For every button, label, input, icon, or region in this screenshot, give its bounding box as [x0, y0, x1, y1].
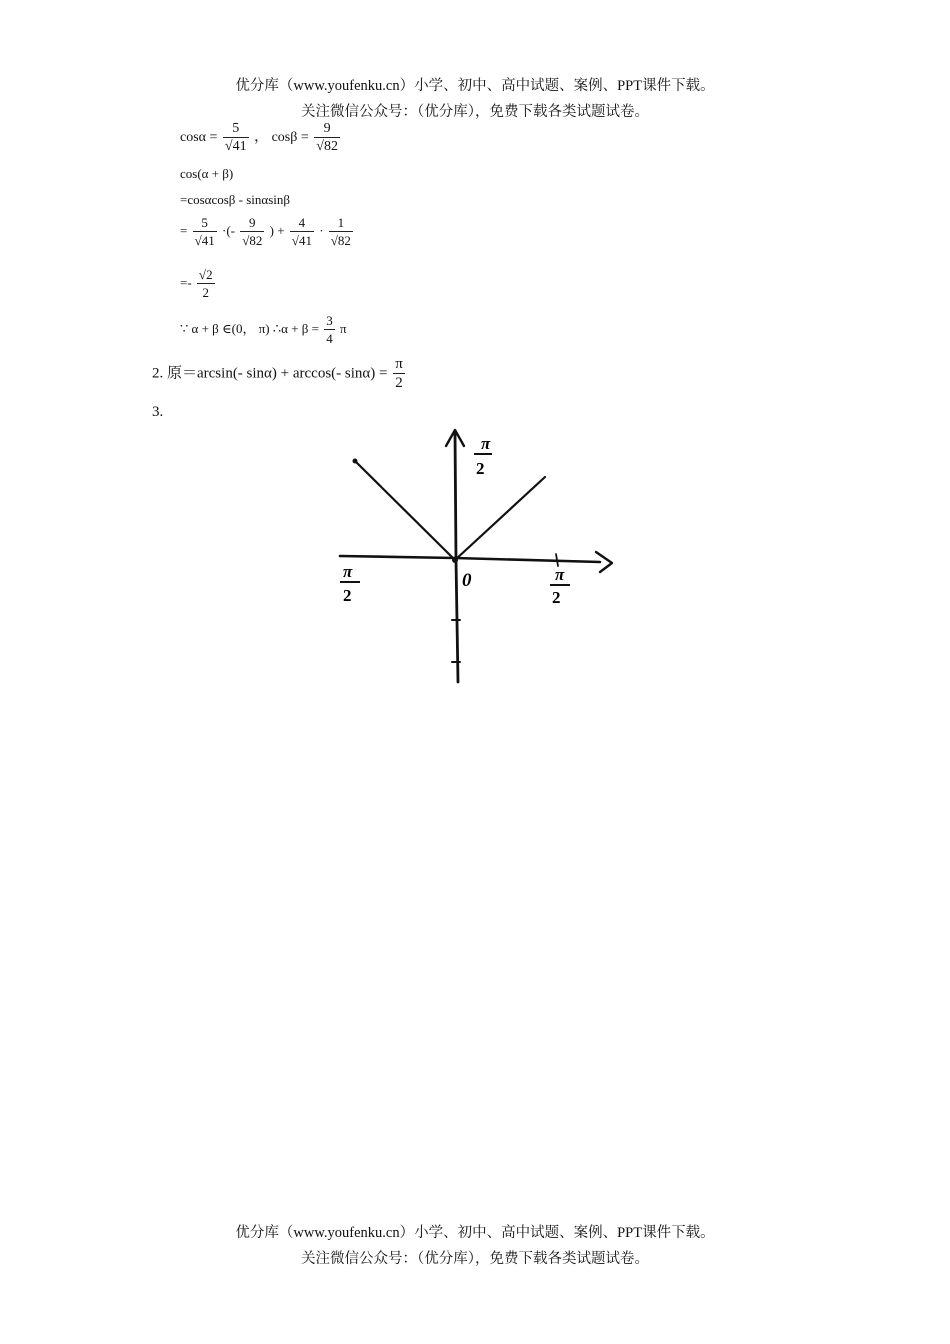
cos-beta-label: cosβ = — [271, 130, 309, 146]
pi-symbol: π — [339, 320, 347, 336]
fraction-3-over-4 — [324, 312, 335, 348]
cos-alpha-label: cosα = — [180, 130, 218, 146]
denominator: 82 — [249, 233, 263, 248]
x-axis-arrow-icon — [596, 552, 612, 572]
x-left-label-numerator: π — [343, 562, 353, 581]
fraction-pi-over-2 — [393, 356, 405, 392]
sqrt-symbol: √ — [316, 139, 324, 154]
numerator: 9 — [249, 215, 256, 230]
equals-sign: = — [180, 222, 188, 238]
denominator: 2 — [393, 373, 405, 392]
conclusion-line — [180, 312, 347, 348]
numerator: 2 — [206, 267, 213, 282]
comma: ， — [254, 130, 269, 146]
denominator: 2 — [197, 283, 215, 302]
x-axis — [340, 556, 600, 562]
header-line-1: 优分库（www.youfenku.cn）小学、初中、高中试题、案例、PPT课件下载。 — [235, 78, 715, 94]
operator: · — [319, 222, 324, 238]
cos-alpha-numerator: 5 — [232, 121, 240, 136]
numerator: 1 — [337, 215, 345, 230]
substitution-line — [180, 214, 355, 250]
y-axis — [455, 432, 458, 682]
y-axis-arrow-icon — [446, 430, 464, 446]
graph-endpoint — [353, 459, 358, 464]
result-line — [180, 266, 217, 302]
solution-2-text: 原＝arcsin(- sinα) + arccos(- sinα) = — [167, 365, 388, 382]
expansion-line: =cosαcosβ - sinαsinβ — [180, 192, 291, 207]
numerator: 5 — [201, 215, 208, 230]
equals-minus: =- — [180, 274, 192, 290]
denominator: 41 — [298, 233, 312, 248]
solution-2-line — [152, 356, 407, 392]
fraction-9-sqrt82 — [240, 214, 264, 250]
operator: ) + — [269, 222, 285, 238]
cos-beta-denominator: 82 — [323, 139, 338, 154]
graph-right-branch — [455, 477, 545, 560]
sqrt-symbol: √ — [194, 233, 202, 248]
graph-left-branch — [355, 461, 455, 560]
conclusion-text: ∵ α + β ∈(0， π) ∴α + β = — [180, 320, 319, 336]
cos-beta-numerator: 9 — [323, 121, 331, 136]
denominator: 41 — [201, 233, 215, 248]
fraction-sqrt2-over-2 — [197, 266, 215, 302]
cos-alpha-fraction — [223, 120, 249, 156]
numerator: π — [395, 356, 403, 372]
x-left-label-denominator: 2 — [343, 586, 352, 605]
cos-values-line — [180, 120, 342, 156]
header-line-2: 关注微信公众号：（优分库），免费下载各类试题试卷。 — [301, 104, 649, 120]
origin-label: 0 — [462, 570, 472, 591]
sqrt-symbol: √ — [198, 267, 207, 282]
cos-beta-fraction — [314, 120, 340, 156]
cos-alpha-denominator: 41 — [232, 139, 247, 154]
sqrt-symbol: √ — [291, 233, 299, 248]
fraction-4-sqrt41 — [290, 214, 314, 250]
y-top-label-numerator: π — [481, 434, 491, 453]
graph-origin-dot — [452, 557, 458, 563]
footer-line-2: 关注微信公众号：（优分库），免费下载各类试题试卷。 — [301, 1251, 649, 1267]
numerator: 3 — [326, 313, 333, 328]
cos-sum-line: cos(α + β) — [180, 166, 234, 181]
numerator: 4 — [298, 215, 306, 230]
sqrt-symbol: √ — [242, 233, 250, 248]
denominator: 4 — [326, 331, 333, 346]
fraction-1-sqrt82 — [329, 214, 353, 250]
sqrt-symbol: √ — [330, 233, 338, 248]
item-number-2: 2. — [152, 365, 164, 382]
item-number-3: 3. — [152, 404, 164, 420]
footer-line-1: 优分库（www.youfenku.cn）小学、初中、高中试题、案例、PPT课件下载。 — [235, 1225, 715, 1241]
x-right-label-numerator: π — [555, 565, 565, 584]
operator: ·(- — [221, 222, 235, 238]
fraction-5-sqrt41 — [193, 214, 217, 250]
x-axis-tick — [556, 554, 558, 566]
y-top-label-denominator: 2 — [476, 459, 485, 478]
x-right-label-denominator: 2 — [552, 588, 561, 607]
denominator: 82 — [337, 233, 351, 248]
sqrt-symbol: √ — [224, 139, 233, 154]
